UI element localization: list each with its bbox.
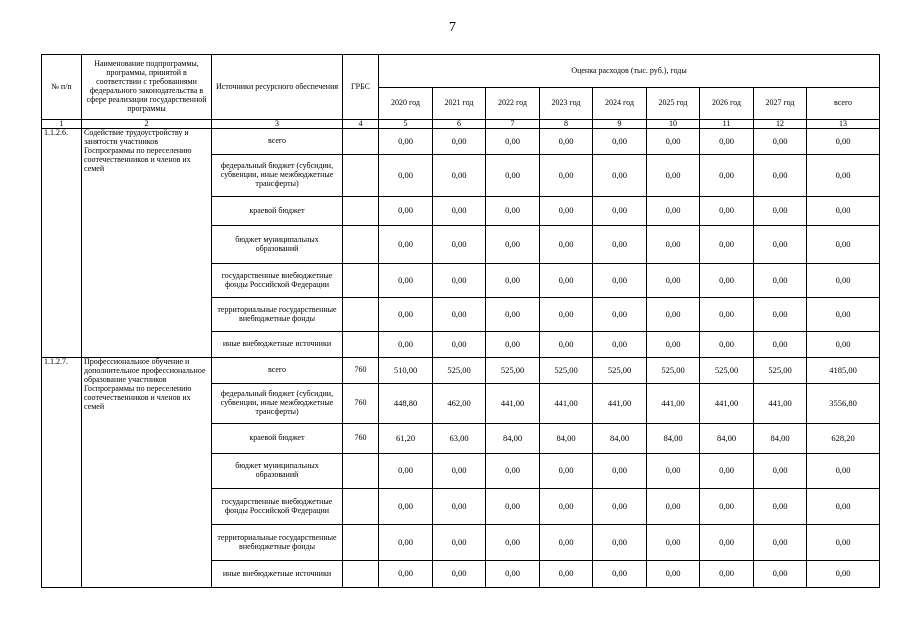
amount-cell: 441,00	[486, 384, 540, 424]
header-index-cell: 4	[343, 120, 379, 129]
amount-cell: 0,00	[647, 454, 700, 489]
funding-source: федеральный бюджет (субсидии, субвенции, иные межбюджетные трансферты)	[212, 155, 343, 197]
amount-cell: 0,00	[540, 525, 593, 561]
amount-cell: 441,00	[754, 384, 807, 424]
amount-cell: 0,00	[486, 561, 540, 588]
header-source: Источники ресурсного обеспечения	[212, 55, 343, 120]
amount-cell: 0,00	[807, 129, 880, 155]
header-index-cell: 13	[807, 120, 880, 129]
grbs-code	[343, 264, 379, 298]
amount-cell: 0,00	[807, 197, 880, 226]
amount-cell: 0,00	[486, 129, 540, 155]
amount-cell: 525,00	[593, 358, 647, 384]
amount-cell: 0,00	[593, 525, 647, 561]
header-year: 2020 год	[379, 88, 433, 120]
amount-cell: 0,00	[700, 155, 754, 197]
header-index-cell: 3	[212, 120, 343, 129]
amount-cell: 0,00	[486, 226, 540, 264]
amount-cell: 0,00	[647, 298, 700, 332]
amount-cell: 0,00	[433, 298, 486, 332]
grbs-code: 760	[343, 424, 379, 454]
amount-cell: 0,00	[700, 264, 754, 298]
amount-cell: 0,00	[486, 197, 540, 226]
amount-cell: 0,00	[754, 454, 807, 489]
amount-cell: 510,00	[379, 358, 433, 384]
amount-cell: 0,00	[433, 489, 486, 525]
header-index-cell: 9	[593, 120, 647, 129]
header-year: 2022 год	[486, 88, 540, 120]
amount-cell: 84,00	[647, 424, 700, 454]
amount-cell: 0,00	[807, 332, 880, 358]
section-number: 1.1.2.7.	[42, 358, 82, 588]
amount-cell: 0,00	[486, 298, 540, 332]
amount-cell: 0,00	[700, 197, 754, 226]
header-index-cell: 7	[486, 120, 540, 129]
amount-cell: 0,00	[540, 197, 593, 226]
amount-cell: 0,00	[540, 298, 593, 332]
funding-source: бюджет муниципальных образований	[212, 226, 343, 264]
amount-cell: 0,00	[754, 489, 807, 525]
amount-cell: 0,00	[486, 332, 540, 358]
amount-cell: 0,00	[647, 129, 700, 155]
grbs-code	[343, 332, 379, 358]
amount-cell: 0,00	[754, 155, 807, 197]
amount-cell: 0,00	[754, 525, 807, 561]
budget-table	[41, 54, 880, 588]
amount-cell: 0,00	[379, 129, 433, 155]
amount-cell: 0,00	[486, 155, 540, 197]
amount-cell: 0,00	[647, 197, 700, 226]
amount-cell: 441,00	[647, 384, 700, 424]
amount-cell: 0,00	[807, 489, 880, 525]
header-year: 2021 год	[433, 88, 486, 120]
grbs-code	[343, 561, 379, 588]
amount-cell: 441,00	[540, 384, 593, 424]
funding-source: бюджет муниципальных образований	[212, 454, 343, 489]
amount-cell: 0,00	[433, 561, 486, 588]
amount-cell: 0,00	[433, 264, 486, 298]
amount-cell: 0,00	[700, 561, 754, 588]
funding-source: государственные внебюджетные фонды Российской Федерации	[212, 489, 343, 525]
amount-cell: 0,00	[379, 197, 433, 226]
amount-cell: 0,00	[433, 197, 486, 226]
amount-cell: 441,00	[593, 384, 647, 424]
amount-cell: 0,00	[807, 561, 880, 588]
header-index-cell: 12	[754, 120, 807, 129]
amount-cell: 0,00	[700, 525, 754, 561]
grbs-code	[343, 298, 379, 332]
amount-cell: 525,00	[647, 358, 700, 384]
funding-source: федеральный бюджет (субсидии, субвенции, иные межбюджетные трансферты)	[212, 384, 343, 424]
amount-cell: 0,00	[593, 197, 647, 226]
funding-source: всего	[212, 129, 343, 155]
amount-cell: 525,00	[433, 358, 486, 384]
funding-source: иные внебюджетные источники	[212, 561, 343, 588]
amount-cell: 0,00	[486, 525, 540, 561]
header-year: 2023 год	[540, 88, 593, 120]
grbs-code	[343, 226, 379, 264]
amount-cell: 0,00	[647, 489, 700, 525]
amount-cell: 0,00	[379, 264, 433, 298]
amount-cell: 0,00	[486, 264, 540, 298]
amount-cell: 63,00	[433, 424, 486, 454]
amount-cell: 0,00	[540, 332, 593, 358]
amount-cell: 0,00	[540, 264, 593, 298]
page-number: 7	[449, 20, 456, 35]
amount-cell: 0,00	[593, 561, 647, 588]
amount-cell: 525,00	[486, 358, 540, 384]
amount-cell: 0,00	[379, 332, 433, 358]
amount-cell: 0,00	[647, 264, 700, 298]
amount-cell: 448,80	[379, 384, 433, 424]
amount-cell: 0,00	[433, 226, 486, 264]
amount-cell: 0,00	[700, 298, 754, 332]
header-grbs: ГРБС	[343, 55, 379, 120]
amount-cell: 0,00	[433, 454, 486, 489]
header-estimate: Оценка расходов (тыс. руб.), годы	[379, 55, 880, 88]
amount-cell: 0,00	[540, 129, 593, 155]
amount-cell: 0,00	[486, 489, 540, 525]
amount-cell: 0,00	[647, 226, 700, 264]
amount-cell: 0,00	[379, 226, 433, 264]
amount-cell: 0,00	[754, 298, 807, 332]
header-index-cell: 1	[42, 120, 82, 129]
header-year: всего	[807, 88, 880, 120]
amount-cell: 0,00	[486, 454, 540, 489]
amount-cell: 0,00	[700, 129, 754, 155]
amount-cell: 4185,00	[807, 358, 880, 384]
funding-source: государственные внебюджетные фонды Российской Федерации	[212, 264, 343, 298]
amount-cell: 0,00	[593, 489, 647, 525]
amount-cell: 0,00	[433, 155, 486, 197]
amount-cell: 0,00	[754, 129, 807, 155]
amount-cell: 0,00	[807, 226, 880, 264]
amount-cell: 0,00	[379, 155, 433, 197]
amount-cell: 0,00	[807, 264, 880, 298]
header-year: 2025 год	[647, 88, 700, 120]
amount-cell: 0,00	[540, 155, 593, 197]
amount-cell: 84,00	[593, 424, 647, 454]
amount-cell: 0,00	[540, 489, 593, 525]
funding-source: краевой бюджет	[212, 197, 343, 226]
amount-cell: 0,00	[700, 454, 754, 489]
amount-cell: 628,20	[807, 424, 880, 454]
amount-cell: 0,00	[700, 332, 754, 358]
amount-cell: 0,00	[754, 264, 807, 298]
header-year: 2027 год	[754, 88, 807, 120]
amount-cell: 0,00	[379, 298, 433, 332]
header-year: 2026 год	[700, 88, 754, 120]
amount-cell: 84,00	[486, 424, 540, 454]
section-name: Содействие трудоустройству и занятости участников Госпрограммы по переселению соотечественников и членов их семей	[82, 129, 212, 358]
amount-cell: 462,00	[433, 384, 486, 424]
table-row	[42, 358, 880, 384]
amount-cell: 0,00	[433, 525, 486, 561]
funding-source: территориальные государственные внебюджетные фонды	[212, 525, 343, 561]
grbs-code: 760	[343, 384, 379, 424]
header-index-cell: 10	[647, 120, 700, 129]
amount-cell: 0,00	[647, 155, 700, 197]
amount-cell: 0,00	[379, 561, 433, 588]
amount-cell: 0,00	[700, 489, 754, 525]
amount-cell: 525,00	[540, 358, 593, 384]
header-index-cell: 2	[82, 120, 212, 129]
amount-cell: 0,00	[807, 155, 880, 197]
amount-cell: 84,00	[700, 424, 754, 454]
funding-source: иные внебюджетные источники	[212, 332, 343, 358]
amount-cell: 0,00	[540, 454, 593, 489]
grbs-code	[343, 489, 379, 525]
header-index-cell: 11	[700, 120, 754, 129]
amount-cell: 84,00	[754, 424, 807, 454]
amount-cell: 0,00	[754, 197, 807, 226]
grbs-code	[343, 197, 379, 226]
grbs-code	[343, 525, 379, 561]
amount-cell: 0,00	[593, 332, 647, 358]
funding-source: территориальные государственные внебюджетные фонды	[212, 298, 343, 332]
amount-cell: 525,00	[700, 358, 754, 384]
amount-cell: 0,00	[593, 298, 647, 332]
funding-source: краевой бюджет	[212, 424, 343, 454]
amount-cell: 0,00	[593, 454, 647, 489]
amount-cell: 0,00	[807, 525, 880, 561]
amount-cell: 441,00	[700, 384, 754, 424]
grbs-code: 760	[343, 358, 379, 384]
grbs-code	[343, 155, 379, 197]
grbs-code	[343, 129, 379, 155]
amount-cell: 0,00	[379, 454, 433, 489]
funding-source: всего	[212, 358, 343, 384]
amount-cell: 0,00	[593, 226, 647, 264]
amount-cell: 0,00	[754, 226, 807, 264]
amount-cell: 0,00	[540, 561, 593, 588]
amount-cell: 0,00	[807, 298, 880, 332]
header-index-cell: 8	[540, 120, 593, 129]
section-name: Профессиональное обучение и дополнительное профессиональное образование участников Госпрограммы по переселению соотечественников и членов их семей	[82, 358, 212, 588]
amount-cell: 84,00	[540, 424, 593, 454]
header-name: Наименование подпрограммы, программы, принятой в соответствии с требованиями федерального законодательства в сфере реализации государственной программы	[82, 55, 212, 120]
amount-cell: 0,00	[754, 332, 807, 358]
amount-cell: 0,00	[647, 332, 700, 358]
amount-cell: 0,00	[700, 226, 754, 264]
amount-cell: 0,00	[647, 525, 700, 561]
amount-cell: 0,00	[433, 129, 486, 155]
table-row	[42, 129, 880, 155]
amount-cell: 61,20	[379, 424, 433, 454]
amount-cell: 0,00	[807, 454, 880, 489]
header-index-cell: 5	[379, 120, 433, 129]
amount-cell: 0,00	[593, 155, 647, 197]
section-number: 1.1.2.6.	[42, 129, 82, 358]
amount-cell: 0,00	[540, 226, 593, 264]
amount-cell: 0,00	[593, 129, 647, 155]
amount-cell: 525,00	[754, 358, 807, 384]
amount-cell: 0,00	[379, 525, 433, 561]
amount-cell: 0,00	[433, 332, 486, 358]
header-year: 2024 год	[593, 88, 647, 120]
header-index-cell: 6	[433, 120, 486, 129]
amount-cell: 0,00	[754, 561, 807, 588]
amount-cell: 0,00	[379, 489, 433, 525]
amount-cell: 0,00	[647, 561, 700, 588]
amount-cell: 3556,80	[807, 384, 880, 424]
header-num: № п/п	[42, 55, 82, 120]
amount-cell: 0,00	[593, 264, 647, 298]
grbs-code	[343, 454, 379, 489]
